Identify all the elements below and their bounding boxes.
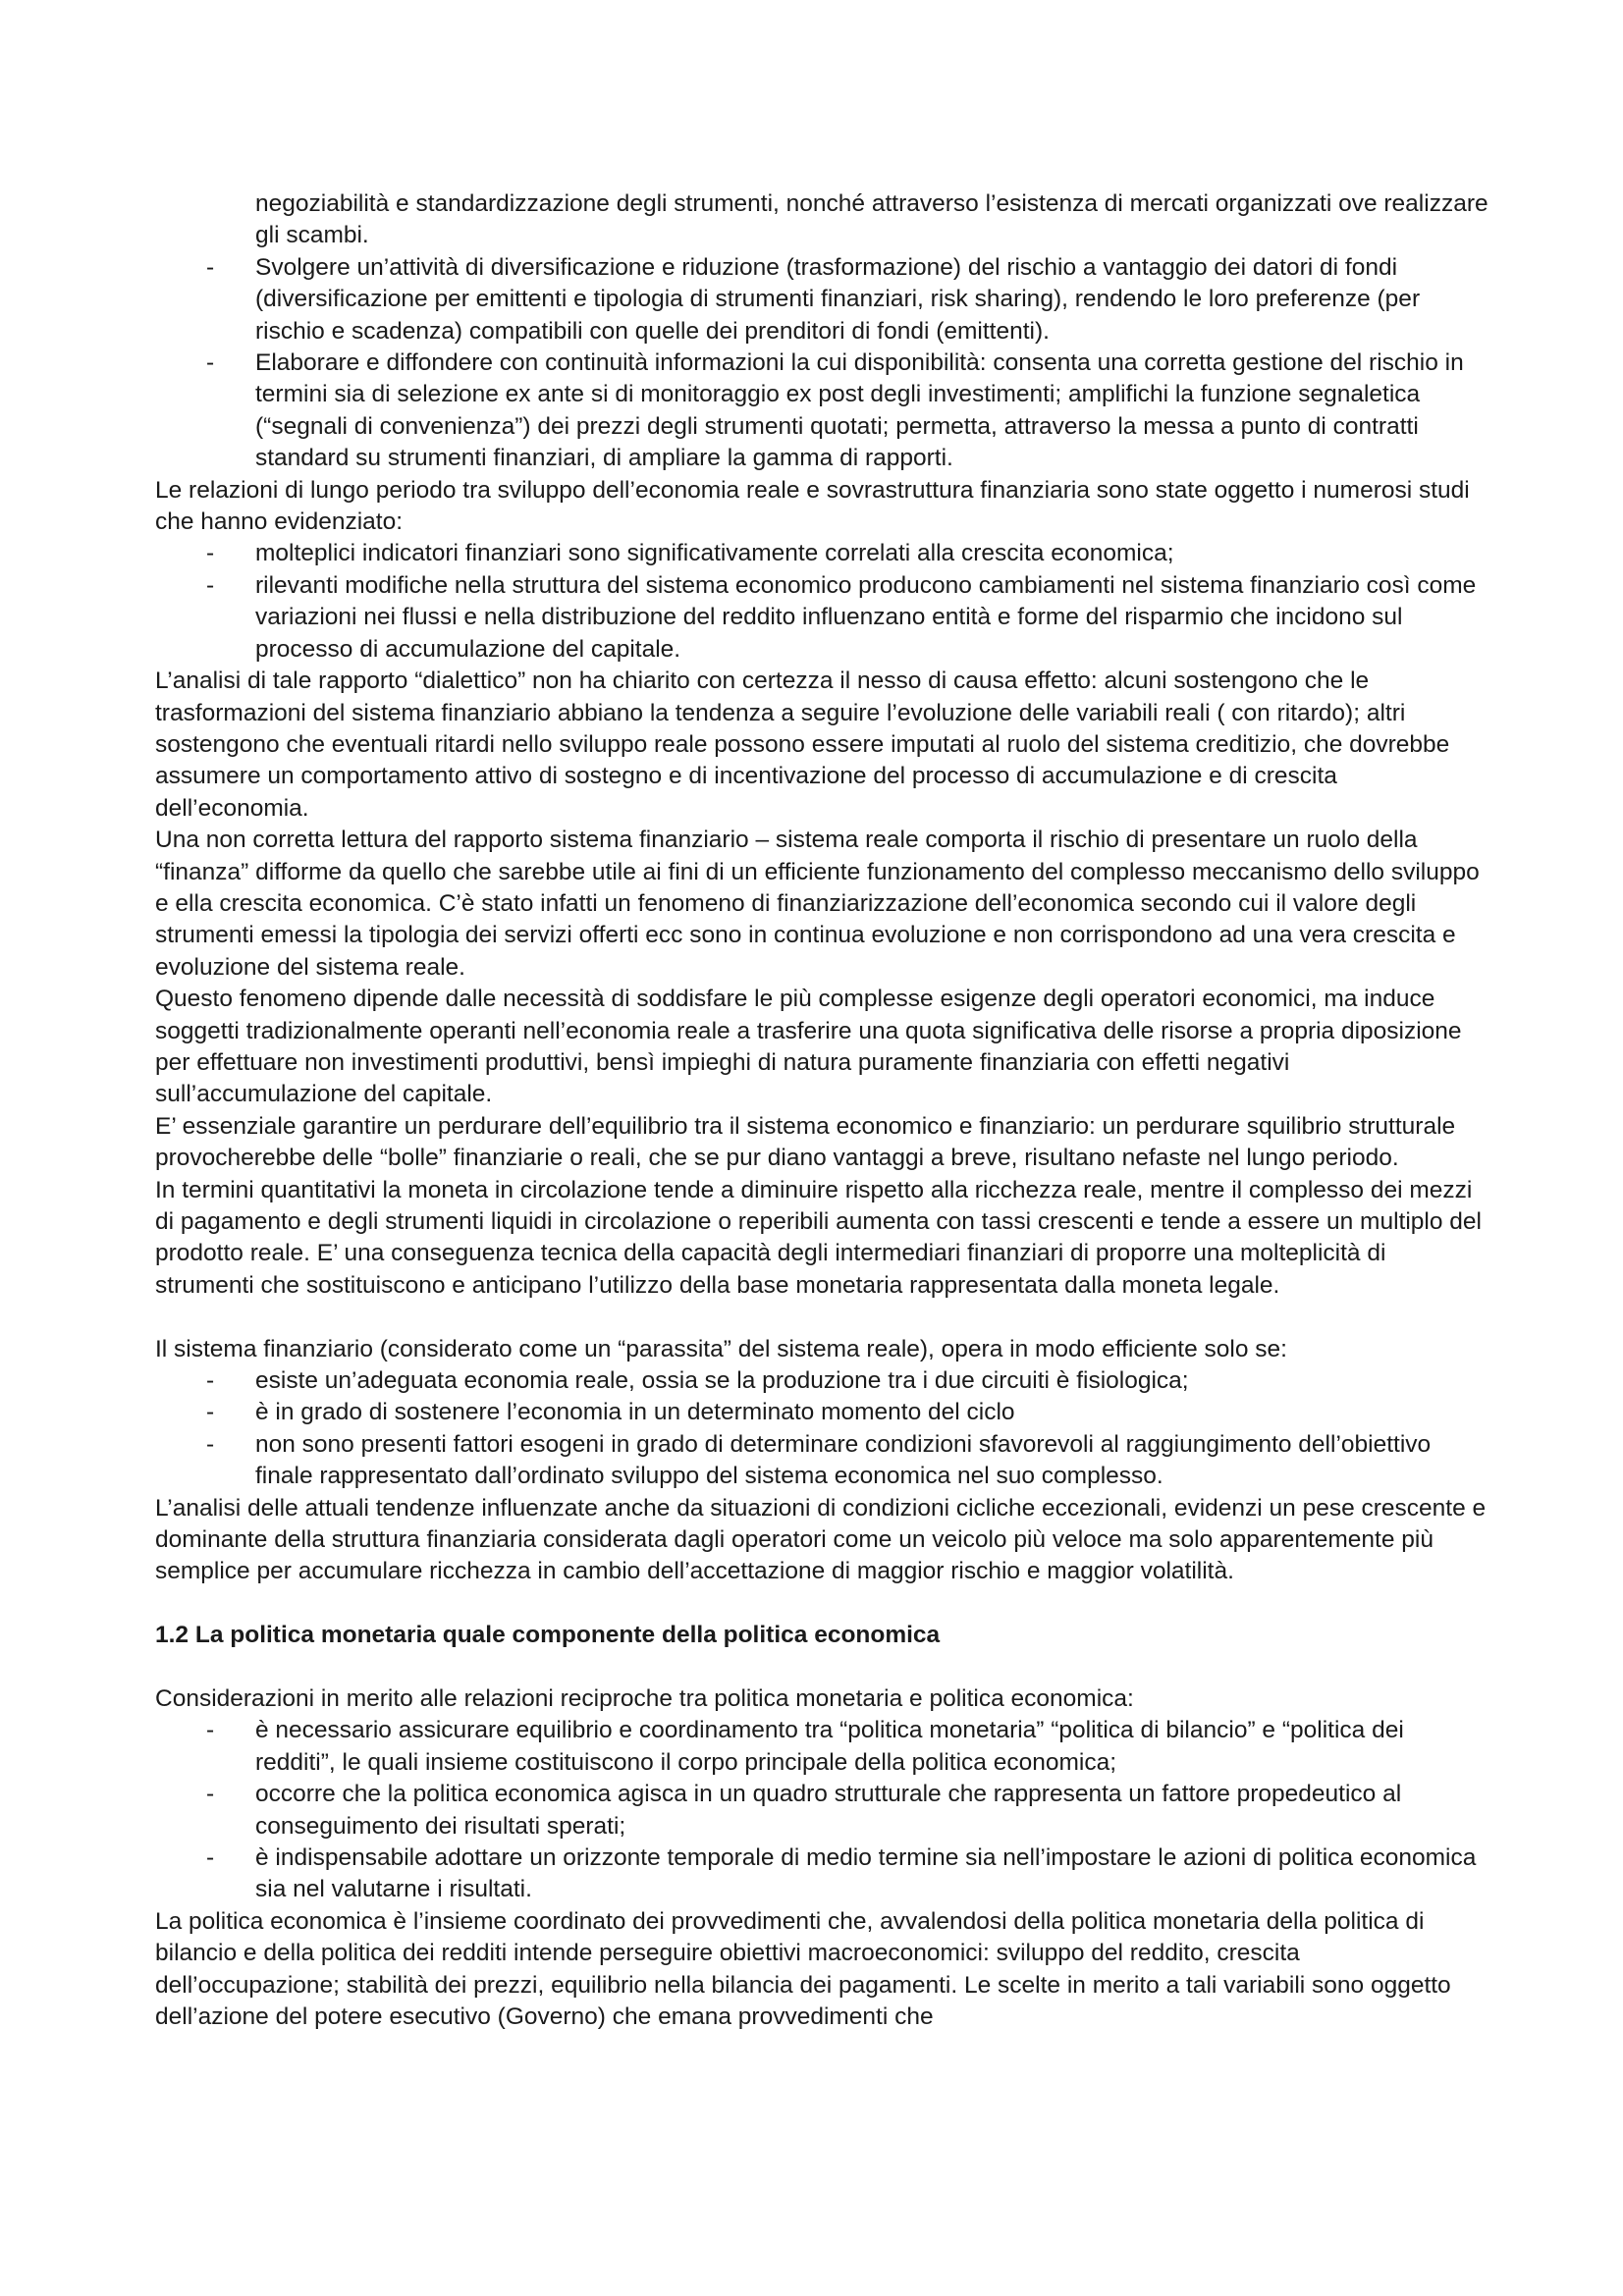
spacer	[155, 1652, 1490, 1683]
paragraph-relazioni: Le relazioni di lungo periodo tra sviluppo dell’economia reale e sovrastruttura finanziaria sono state oggetto i numerosi studi che hanno evidenziato:	[155, 476, 1470, 536]
list-item: - molteplici indicatori finanziari sono significativamente correlati alla crescita economica;	[155, 538, 1490, 569]
considerazioni-bullet-list	[155, 1715, 1490, 1905]
sistema-bullet-list	[155, 1365, 1490, 1493]
paragraph-quantitativi: In termini quantitativi la moneta in circolazione tende a diminuire rispetto alla ricchezza reale, mentre il complesso dei mezzi di pagamento e degli strumenti liquidi in circolazione o reperibili aumenta con tassi crescenti e tende a essere un multiplo del prodotto reale. E’ una conseguenza tecnica della capacità degli intermediari finanziari di proporre una molteplicità di strumenti che sostituiscono e anticipano l’utilizzo della base monetaria rappresentata dalla moneta legale.	[155, 1176, 1482, 1299]
paragraph-politica: La politica economica è l’insieme coordinato dei provvedimenti che, avvalendosi della politica monetaria della politica di bilancio e della politica dei redditi intende perseguire obiettivi macroeconomici: sviluppo del reddito, crescita dell’occupazione; stabilità dei prezzi, equilibrio nella bilancia dei pagamenti. Le scelte in merito a tali variabili sono oggetto dell’azione del potere esecutivo (Governo) che emana provvedimenti che	[155, 1907, 1451, 2031]
spacer	[155, 1588, 1490, 1620]
list-item: - rilevanti modifiche nella struttura del sistema economico producono cambiamenti nel sistema finanziario così come variazioni nei flussi e nella distribuzione del reddito influenzano entità e forme del risparmio che incidono sul processo di accumulazione del capitale.	[155, 570, 1490, 666]
list-item: - Elaborare e diffondere con continuità informazioni la cui disponibilità: consenta una corretta gestione del rischio in termini sia di selezione ex ante si di monitoraggio ex post degli investimenti; amplifichi la funzione segnaletica (“segnali di convenienza”) dei prezzi degli strumenti quotati; permetta, attraverso la messa a punto di contratti standard su strumenti finanziari, di ampliare la gamma di rapporti.	[155, 347, 1490, 475]
list-item: - è necessario assicurare equilibrio e coordinamento tra “politica monetaria” “politica di bilancio” e “politica dei redditi”, le quali insieme costituiscono il corpo principale della politica economica;	[155, 1715, 1490, 1779]
paragraph-considerazioni: Considerazioni in merito alle relazioni reciproche tra politica monetaria e politica economica:	[155, 1685, 1134, 1713]
list-item: - esiste un’adeguata economia reale, ossia se la produzione tra i due circuiti è fisiologica;	[155, 1365, 1490, 1397]
list-item: - non sono presenti fattori esogeni in grado di determinare condizioni sfavorevoli al raggiungimento dell’obiettivo finale rappresentato dall’ordinato sviluppo del sistema economica nel suo complesso.	[155, 1429, 1490, 1493]
list-item: - è indispensabile adottare un orizzonte temporale di medio termine sia nell’impostare le azioni di politica economica sia nel valutarne i risultati.	[155, 1842, 1490, 1906]
paragraph-sistema: Il sistema finanziario (considerato come un “parassita” del sistema reale), opera in modo efficiente solo se:	[155, 1335, 1287, 1362]
paragraph-lettura: Una non corretta lettura del rapporto sistema finanziario – sistema reale comporta il rischio di presentare un ruolo della “finanza” difforme da quello che sarebbe utile ai fini di un efficiente funzionamento del complesso meccanismo dello sviluppo e ella crescita economica. C’è stato infatti un fenomeno di finanziarizzazione dell’economica secondo cui il valore degli strumenti emessi la tipologia dei servizi offerti ecc sono in continua evoluzione e non corrispondono ad una vera crescita e evoluzione del sistema reale.	[155, 827, 1480, 981]
document-page	[155, 188, 1490, 2034]
intro-bullet-list	[155, 252, 1490, 475]
list-item: - Svolgere un’attività di diversificazione e riduzione (trasformazione) del rischio a vantaggio dei datori di fondi (diversificazione per emittenti e tipologia di strumenti finanziari, risk sharing), rendendo le loro preferenze (per rischio e scadenza) compatibili con quelle dei prenditori di fondi (emittenti).	[155, 252, 1490, 347]
list-item: - occorre che la politica economica agisca in un quadro strutturale che rappresenta un fattore propedeutico al conseguimento dei risultati sperati;	[155, 1779, 1490, 1842]
intro-continuation: negoziabilità e standardizzazione degli strumenti, nonché attraverso l’esistenza di mercati organizzati ove realizzare gli scambi.	[255, 190, 1488, 249]
paragraph-essenziale: E’ essenziale garantire un perdurare dell’equilibrio tra il sistema economico e finanziario: un perdurare squilibrio strutturale provocherebbe delle “bolle” finanziarie o reali, che se pur diano vantaggi a breve, risultano nefaste nel lungo periodo.	[155, 1112, 1456, 1172]
paragraph-tendenze: L’analisi delle attuali tendenze influenzate anche da situazioni di condizioni cicliche eccezionali, evidenzi un pese crescente e dominante della struttura finanziaria considerata dagli operatori come un veicolo più veloce ma solo apparentemente più semplice per accumulare ricchezza in cambio dell’accettazione di maggior rischio e maggior volatilità.	[155, 1494, 1487, 1585]
paragraph-analisi: L’analisi di tale rapporto “dialettico” non ha chiarito con certezza il nesso di causa effetto: alcuni sostengono che le trasformazioni del sistema finanziario abbiano la tendenza a seguire l’evoluzione delle variabili reali ( con ritardo); altri sostengono che eventuali ritardi nello sviluppo reale possono essere imputati al ruolo del sistema creditizio, che dovrebbe assumere un comportamento attivo di sostegno e di incentivazione del processo di accumulazione e di crescita dell’economia.	[155, 667, 1450, 822]
section-heading: 1.2 La politica monetaria quale componente della politica economica	[155, 1622, 941, 1649]
list-item: - è in grado di sostenere l’economia in un determinato momento del ciclo	[155, 1397, 1490, 1428]
relazioni-bullet-list	[155, 538, 1490, 666]
paragraph-fenomeno: Questo fenomeno dipende dalle necessità di soddisfare le più complesse esigenze degli operatori economici, ma induce soggetti tradizionalmente operanti nell’economia reale a trasferire una quota significativa delle risorse a propria diposizione per effettuare non investimenti produttivi, bensì impieghi di natura puramente finanziaria con effetti negativi sull’accumulazione del capitale.	[155, 986, 1462, 1108]
spacer	[155, 1302, 1490, 1333]
